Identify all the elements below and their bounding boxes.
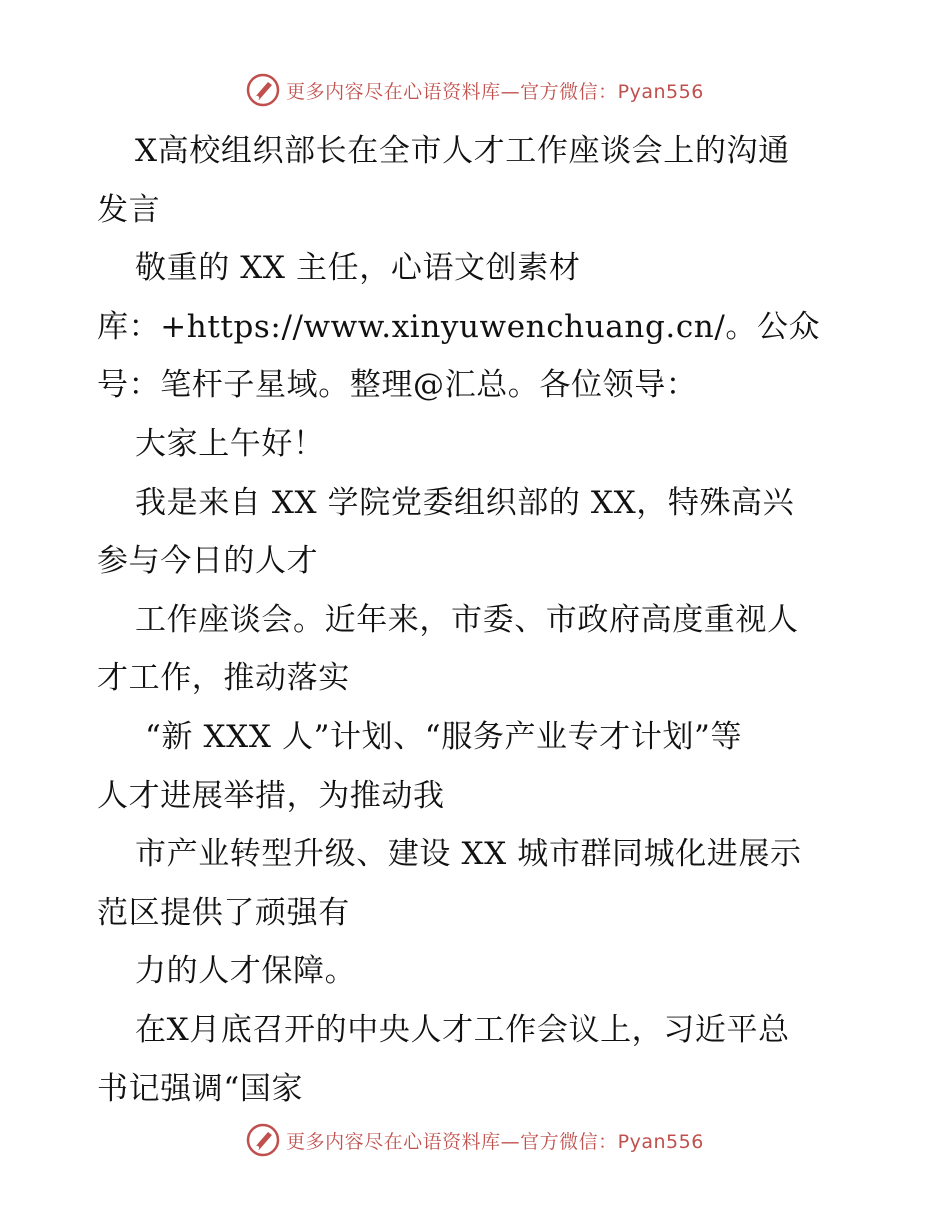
watermark-text: 更多内容尽在心语资料库—官方微信：Pyan556 xyxy=(286,80,704,103)
text-line: X高校组织部长在全市人才工作座谈会上的沟通 xyxy=(135,133,790,169)
header-watermark xyxy=(0,70,950,110)
watermark-text: 更多内容尽在心语资料库—官方微信：Pyan556 xyxy=(286,1130,704,1153)
text-line: 库：+https://www.xinyuwenchuang.cn/。公众 xyxy=(97,308,821,345)
text-line: 发言 xyxy=(97,191,161,228)
text-line: 书记强调“国家 xyxy=(97,1070,304,1107)
footer-watermark xyxy=(0,1120,950,1160)
text-line: 号：笔杆子星域。整理@汇总。各位领导： xyxy=(97,367,698,404)
text-line: 工作座谈会。近年来，市委、市政府高度重视人 xyxy=(135,601,799,638)
logo-icon xyxy=(246,73,280,107)
text-line: 市产业转型升级、建设 XX 城市群同城化进展示 xyxy=(135,836,802,873)
text-line: 在X月底召开的中央人才工作会议上，习近平总 xyxy=(135,1011,790,1048)
text-line: 范区提供了顽强有 xyxy=(97,894,350,931)
text-line: 敬重的 XX 主任，心语文创素材 xyxy=(135,250,581,287)
text-line: 才工作，推动落实 xyxy=(97,660,350,697)
text-line: “新 XXX 人”计划、“服务产业专才计划”等 xyxy=(145,718,743,755)
text-line: 力的人才保障。 xyxy=(135,953,357,990)
logo-icon xyxy=(246,1123,280,1157)
text-line: 人才进展举措，为推动我 xyxy=(97,777,445,814)
document-body xyxy=(97,122,857,1118)
text-line: 大家上午好！ xyxy=(135,425,325,462)
text-line: 参与今日的人才 xyxy=(97,543,319,580)
text-line: 我是来自 XX 学院党委组织部的 XX，特殊高兴 xyxy=(135,484,795,521)
